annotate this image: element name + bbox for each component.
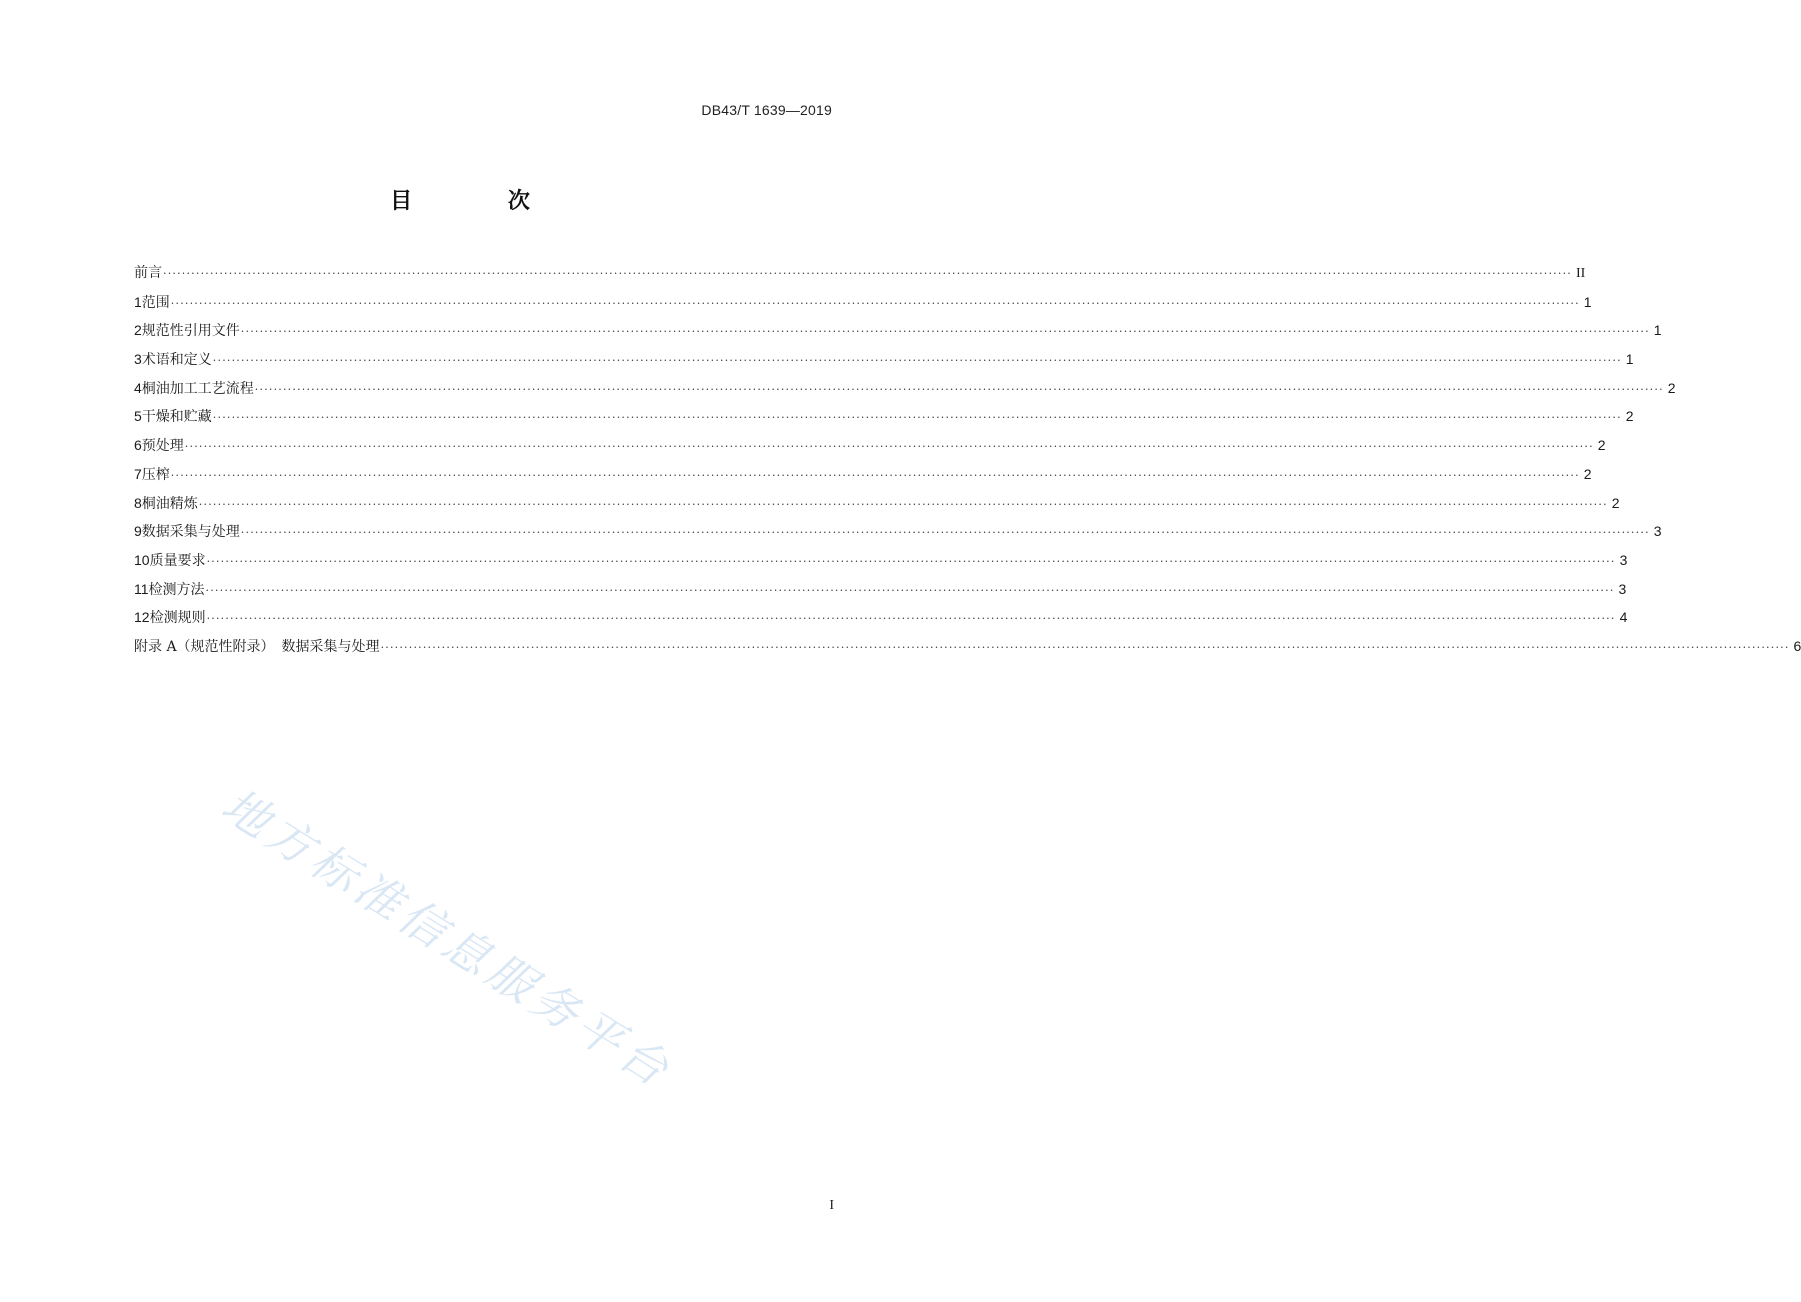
toc-entry-page: 2: [1597, 437, 1606, 454]
toc-entry-page: 3: [1619, 551, 1628, 568]
toc-entry[interactable]: [134, 493, 1620, 522]
toc-entry[interactable]: [134, 521, 1662, 550]
toc-entry[interactable]: [134, 550, 1628, 579]
toc-dot-leader: ············································································································································································································································································································: [205, 583, 1615, 597]
toc-entry-page: 2: [1611, 494, 1620, 511]
toc-entry-number: 6: [134, 437, 142, 454]
toc-entry-label: 数据采集与处理: [141, 524, 240, 541]
toc-entry-number: 12: [134, 609, 150, 626]
toc-entry-number: 10: [134, 551, 150, 568]
document-code: DB43/T 1639—2019: [701, 102, 832, 118]
toc-entry-page: 2: [1667, 379, 1676, 396]
toc-entry-page: 6: [1793, 637, 1801, 654]
toc-entry-number: 2: [134, 322, 142, 339]
toc-entry-page: 3: [1653, 523, 1662, 540]
toc-entry-number: 9: [134, 523, 142, 540]
toc-entry-page: II: [1575, 266, 1586, 281]
toc-entry[interactable]: [134, 378, 1676, 407]
toc-entry[interactable]: [134, 320, 1662, 349]
toc-dot-leader: ············································································································································································································································································································: [212, 411, 1622, 425]
toc-entry[interactable]: [134, 464, 1592, 493]
toc-entry-label: 干燥和贮藏: [141, 409, 212, 426]
toc-entry-label: 范围: [141, 294, 170, 311]
toc-entry[interactable]: [134, 349, 1634, 378]
toc-entry-page: 4: [1619, 609, 1628, 626]
toc-entry[interactable]: [134, 636, 1801, 665]
toc-entry-label: 术语和定义: [141, 352, 212, 369]
toc-entry-label: 前言: [134, 265, 162, 281]
toc-entry-label: 规范性引用文件: [141, 323, 240, 340]
toc-entry-page: 2: [1625, 408, 1634, 425]
toc-entry-page: 1: [1583, 293, 1592, 310]
toc-entry-label: 附录 A（规范性附录） 数据采集与处理: [134, 638, 380, 655]
toc-entry[interactable]: [134, 292, 1592, 321]
table-of-contents: [134, 263, 1801, 665]
toc-dot-leader: ············································································································································································································································································································: [212, 354, 1622, 368]
toc-entry-number: 3: [134, 351, 142, 368]
toc-entry[interactable]: [134, 406, 1634, 435]
toc-dot-leader: ············································································································································································································································································································: [254, 382, 1664, 396]
toc-entry-page: 2: [1583, 465, 1592, 482]
toc-entry-label: 压榨: [141, 466, 170, 483]
toc-entry[interactable]: [134, 263, 1586, 292]
toc-entry-number: 7: [134, 465, 142, 482]
toc-dot-leader: ············································································································································································································································································································: [240, 526, 1650, 540]
toc-entry-label: 检测规则: [149, 610, 206, 627]
toc-dot-leader: ············································································································································································································································································································: [184, 440, 1594, 454]
toc-dot-leader: ············································································································································································································································································································: [163, 267, 1572, 280]
page-title: 目 次: [390, 189, 574, 214]
toc-entry-page: 1: [1625, 351, 1634, 368]
toc-dot-leader: ············································································································································································································································································································: [170, 468, 1580, 482]
toc-entry[interactable]: [134, 579, 1627, 608]
toc-dot-leader: ············································································································································································································································································································: [380, 640, 1790, 654]
toc-entry-number: 4: [134, 379, 142, 396]
toc-entry-number: 8: [134, 494, 142, 511]
toc-entry[interactable]: [134, 435, 1606, 464]
toc-entry-label: 预处理: [141, 438, 184, 455]
toc-entry-page: 3: [1618, 580, 1627, 597]
watermark-text: 地方标准信息服务平台: [212, 777, 683, 1099]
toc-entry-label: 质量要求: [149, 552, 206, 569]
toc-entry[interactable]: [134, 607, 1628, 636]
toc-entry-label: 检测方法: [148, 581, 205, 598]
toc-dot-leader: ············································································································································································································································································································: [240, 325, 1650, 339]
toc-dot-leader: ············································································································································································································································································································: [206, 554, 1616, 568]
toc-entry-number: 11: [134, 580, 149, 597]
toc-entry-label: 桐油精炼: [141, 495, 198, 512]
toc-entry-label: 桐油加工工艺流程: [141, 380, 254, 397]
toc-entry-number: 5: [134, 408, 142, 425]
toc-entry-page: 1: [1653, 322, 1662, 339]
toc-dot-leader: ············································································································································································································································································································: [206, 612, 1616, 626]
toc-entry-number: 1: [134, 293, 142, 310]
toc-dot-leader: ············································································································································································································································································································: [170, 296, 1580, 310]
toc-dot-leader: ············································································································································································································································································································: [198, 497, 1608, 511]
page-number: I: [829, 1198, 834, 1213]
